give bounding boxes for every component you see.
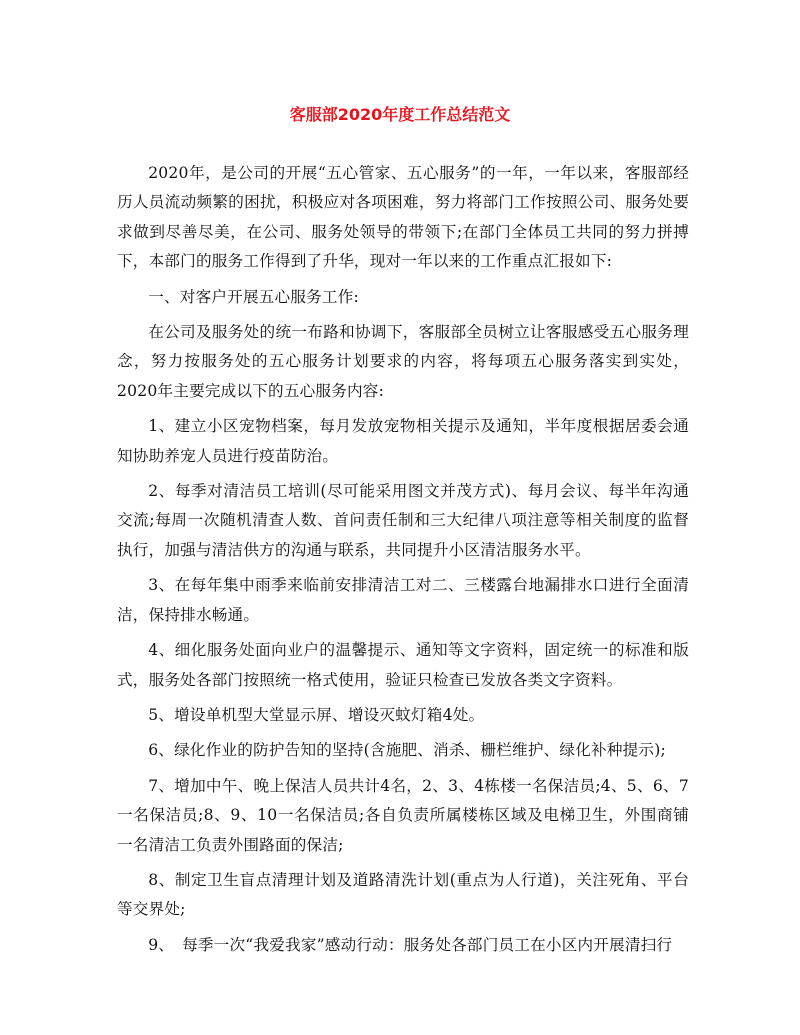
document-body xyxy=(117,159,689,960)
list-item-2: 2、每季对清洁员工培训(尽可能采用图文并茂方式)、每月会议、每半年沟通交流;每周一次随机清查人数、首问责任制和三大纪律八项注意等相关制度的监督执行，加强与清洁供方的沟通与联系，共同提升小区清洁服务水平。 xyxy=(117,482,689,559)
section-intro-paragraph: 在公司及服务处的统一布路和协调下，客服部全员树立让客服感受五心服务理念，努力按服务处的五心服务计划要求的内容，将每项五心服务落实到实处，2020年主要完成以下的五心服务内容: xyxy=(117,323,689,400)
list-item-4: 4、细化服务处面向业户的温馨提示、通知等文字资料，固定统一的标准和版式，服务处各部门按照统一格式使用，验证只检查已发放各类文字资料。 xyxy=(117,641,689,689)
section-heading: 一、对客户开展五心服务工作: xyxy=(148,287,359,306)
intro-paragraph: 2020年，是公司的开展“五心管家、五心服务”的一年，一年以来，客服部经历人员流动频繁的困扰，积极应对各项困难，努力将部门工作按照公司、服务处要求做到尽善尽美，在公司、服务处领导的带领下;在部门全体员工共同的努力拼搏下，本部门的服务工作得到了升华，现对一年以来的工作重点汇报如下: xyxy=(117,164,689,271)
list-item-8: 8、制定卫生盲点清理计划及道路清洗计划(重点为人行道)，关注死角、平台等交界处; xyxy=(117,870,689,919)
document-title: 客服部2020年度工作总结范文 xyxy=(289,105,511,124)
list-item-6: 6、绿化作业的防护告知的坚持(含施肥、消杀、栅栏维护、绿化补种提示); xyxy=(148,741,666,760)
list-item-3: 3、在每年集中雨季来临前安排清洁工对二、三楼露台地漏排水口进行全面清洁，保持排水畅通。 xyxy=(117,576,689,624)
list-item-9: 9、 每季一次“我爱我家”感动行动：服务处各部门员工在小区内开展清扫行 xyxy=(148,935,673,954)
list-item-7: 7、增加中午、晚上保洁人员共计4名，2、3、4栋楼一名保洁员;4、5、6、7一名保洁员;8、9、10一名保洁员;各自负责所属楼栋区域及电梯卫生，外围商铺一名清洁工负责外围路面的保洁; xyxy=(117,776,689,854)
list-item-1: 1、建立小区宠物档案，每月发放宠物相关提示及通知，半年度根据居委会通知协助养宠人员进行疫苗防治。 xyxy=(117,417,689,465)
list-item-5: 5、增设单机型大堂显示屏、增设灭蚊灯箱4处。 xyxy=(148,705,485,724)
